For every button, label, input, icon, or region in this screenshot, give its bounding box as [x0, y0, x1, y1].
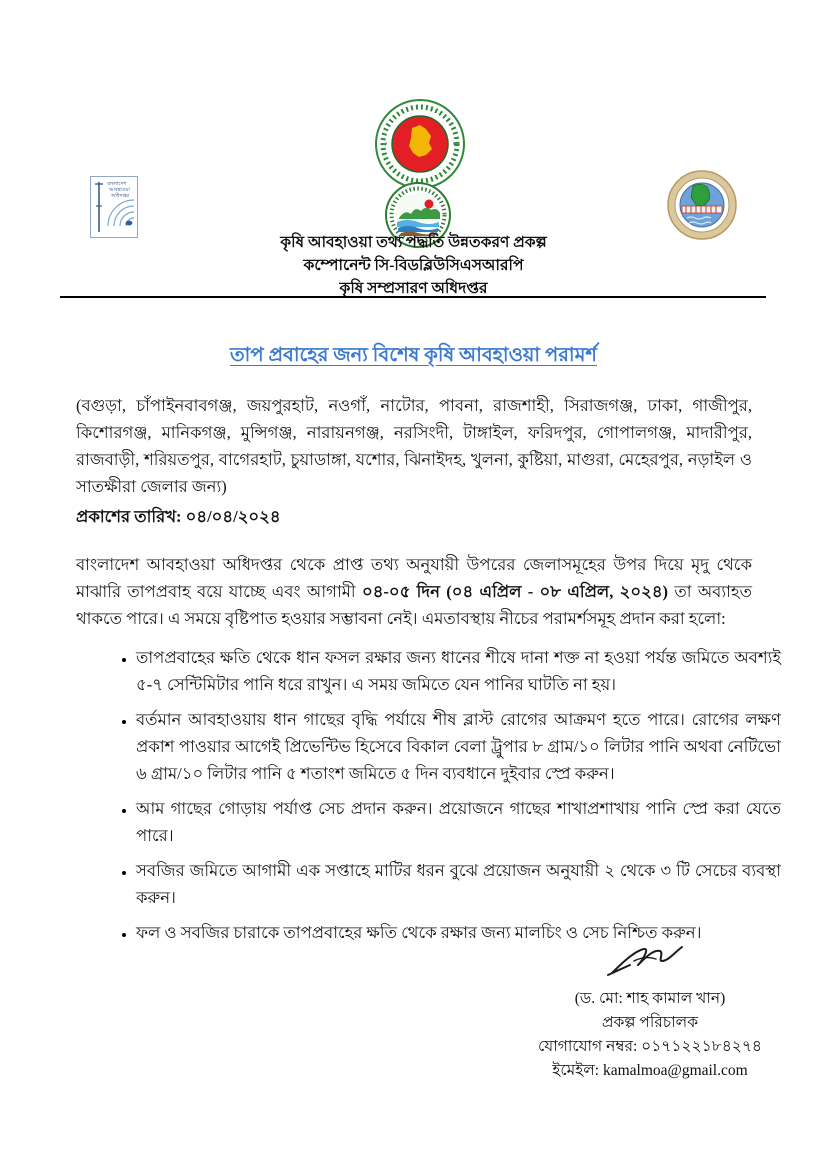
bmd-logo-icon — [90, 176, 138, 238]
advisory-item: • সবজির জমিতে আগামী এক সপ্তাহে মাটির ধরন বুঝে প্রয়োজন অনুযায়ী ২ থেকে ৩ টি সেচের ব্যবস্থা করুন। — [136, 857, 781, 911]
advisory-item: • বর্তমান আবহাওয়ায় ধান গাছের বৃদ্ধি পর্যায়ে শীষ ব্লাস্ট রোগের আক্রমণ হতে পারে। রোগের লক্ষণ প্রকাশ পাওয়ার আগেই প্রিভেন্টিভ হিসেবে বিকাল বেলা ট্রুপার ৮ গ্রাম/১০ লিটার পানি অথবা নেটিভো ৬ গ্রাম/১০ লিটার পানি ৫ শতাংশ জমিতে ৫ দিন ব্যবধানে দুইবার স্প্রে করুন। — [136, 706, 781, 787]
signatory-designation: প্রকল্প পরিচালক — [601, 1014, 699, 1031]
intro-part2: তা অব্যাহত থাকতে পারে। এ সময়ে বৃষ্টিপাত হওয়ার সম্ভাবনা নেই। এমতাবস্থায় নীচের পরামর্শসমূহ প্রদান করা হলো: — [76, 582, 752, 628]
intro-paragraph — [76, 551, 752, 632]
svg-text:আবহাওয়া: আবহাওয়া — [109, 187, 130, 193]
intro-bold-dates: ০৪-০৫ দিন (০৪ এপ্রিল - ০৮ এপ্রিল, ২০২৪) — [361, 582, 669, 601]
bwdb-logo-icon — [667, 170, 737, 240]
signature-image — [590, 935, 710, 987]
advisory-item: • ফল ও সবজির চারাকে তাপপ্রবাহের ক্ষতি থেকে রক্ষার জন্য মালচিং ও সেচ নিশ্চিত করুন। — [136, 919, 781, 946]
svg-text:অধিদপ্তর: অধিদপ্তর — [111, 193, 130, 199]
advisory-item: • আম গাছের গোড়ায় পর্যাপ্ত সেচ প্রদান করুন। প্রয়োজনে গাছের শাখাপ্রশাখায় পানি স্প্রে করা যেতে পারে। — [136, 795, 781, 849]
publish-date: প্রকাশের তারিখ: ০৪/০৪/২০২৪ — [76, 507, 281, 526]
intro-part1: বাংলাদেশ আবহাওয়া অধিদপ্তর থেকে প্রাপ্ত তথ্য অনুযায়ী উপরের জেলাসমূহের উপর দিয়ে মৃদু থেকে মাঝারি তাপপ্রবাহ বয়ে যাচ্ছে এবং আগামী — [76, 555, 752, 601]
signatory-name: (ড. মো: শাহ কামাল খান) — [574, 990, 726, 1007]
org-header — [0, 231, 827, 300]
signatory-email: ইমেইল: kamalmoa@gmail.com — [552, 1062, 748, 1079]
signature-block — [520, 935, 780, 1083]
header-divider — [60, 296, 766, 298]
advisory-item: • তাপপ্রবাহের ক্ষতি থেকে ধান ফসল রক্ষার জন্য ধানের শীষে দানা শক্ত না হওয়া পর্যন্ত জমিতে অবশ্যই ৫-৭ সেন্টিমিটার পানি ধরে রাখুন। এ সময় জমিতে যেন পানির ঘাটতি না হয়। — [136, 644, 781, 698]
government-seal-icon — [374, 98, 466, 190]
org-line-project: কৃষি আবহাওয়া তথ্য পদ্ধতি উন্নতকরণ প্রকল্প — [280, 234, 547, 251]
districts-paragraph: (বগুড়া, চাঁপাইনবাবগঞ্জ, জয়পুরহাট, নওগাঁ, নাটোর, পাবনা, রাজশাহী, সিরাজগঞ্জ, ঢাকা, গাজীপুর, কিশোরগঞ্জ, মানিকগঞ্জ, মুন্সিগঞ্জ, নারায়নগঞ্জ, নরসিংদী, টাঙ্গাইল, ফরিদপুর, গোপালগঞ্জ, মাদারীপুর, রাজবাড়ী, শরিয়তপুর, বাগেরহাট, চুয়াডাঙ্গা, যশোর, ঝিনাইদহ, খুলনা, কুষ্টিয়া, মাগুরা, মেহেরপুর, নড়াইল ও সাতক্ষীরা জেলার জন্য) — [76, 396, 752, 496]
signatory-contact-number: যোগাযোগ নম্বর: ০১৭১২২১৮৪২৭৪ — [538, 1038, 762, 1055]
advisory-list — [112, 644, 781, 954]
org-line-component: কম্পোনেন্ট সি-বিডব্লিউসিএসআরপি — [303, 257, 524, 274]
org-line-department: কৃষি সম্প্রসারণ অধিদপ্তর — [339, 280, 488, 297]
document-title: তাপ প্রবাহের জন্য বিশেষ কৃষি আবহাওয়া পরামর্শ — [230, 345, 597, 366]
svg-text:বাংলাদেশ: বাংলাদেশ — [107, 181, 127, 187]
